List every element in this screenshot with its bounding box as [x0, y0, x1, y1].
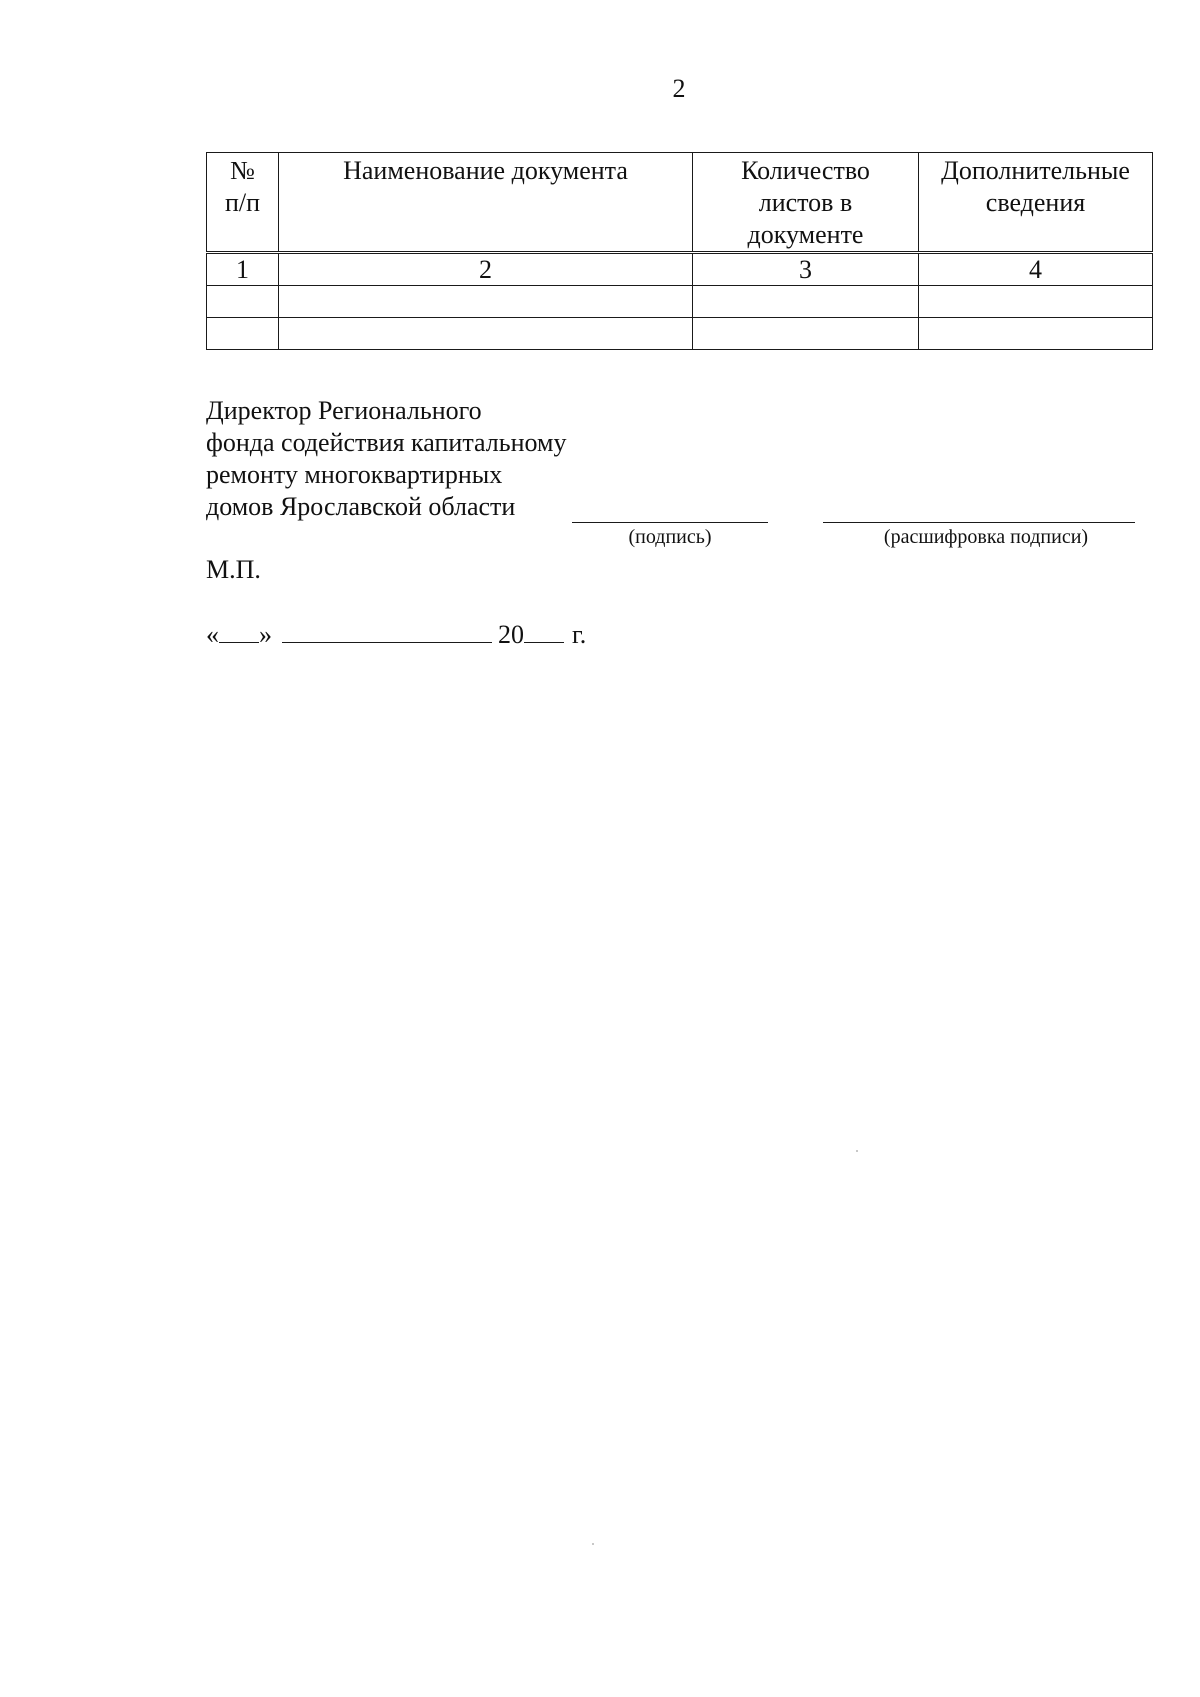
header-number — [207, 153, 279, 253]
scan-speck — [592, 1543, 594, 1545]
column-number-cell: 1 — [207, 253, 279, 286]
signature-decoding-caption: (расшифровка подписи) — [883, 526, 1089, 548]
date-open-quote: « — [206, 620, 219, 649]
page-number: 2 — [672, 74, 686, 103]
header-additional-info-line1: Дополнительные — [941, 156, 1130, 185]
director-title-block — [206, 395, 566, 523]
header-additional-info-line2: сведения — [985, 188, 1086, 217]
table-cell[interactable] — [919, 286, 1153, 318]
table-cell[interactable] — [693, 286, 919, 318]
table-row — [207, 318, 1153, 350]
director-title-line: домов Ярославской области — [206, 492, 516, 521]
signature-field[interactable] — [572, 522, 768, 523]
director-title-line: Директор Регионального — [206, 396, 482, 425]
signature-decoding-field[interactable] — [823, 522, 1135, 523]
director-title-line: ремонту многоквартирных — [206, 460, 503, 489]
stamp-placeholder-label: М.П. — [206, 555, 261, 584]
scan-speck — [856, 1150, 858, 1152]
header-sheet-count-line1: Количество — [741, 156, 870, 185]
header-sheet-count — [693, 153, 919, 253]
table-cell[interactable] — [919, 318, 1153, 350]
documents-table — [206, 152, 1153, 350]
column-numbering-row — [207, 253, 1153, 286]
table-header-row — [207, 153, 1153, 253]
column-number-cell: 3 — [693, 253, 919, 286]
date-line — [206, 618, 586, 652]
header-sheet-count-line3: документе — [747, 220, 864, 249]
date-close-quote: » — [259, 620, 272, 649]
director-title-line: фонда содействия капитальному — [206, 428, 567, 457]
column-number-cell: 2 — [279, 253, 693, 286]
table-row — [207, 286, 1153, 318]
date-year-field[interactable] — [524, 620, 564, 643]
column-number-cell: 4 — [919, 253, 1153, 286]
table-cell[interactable] — [207, 318, 279, 350]
header-document-name — [279, 153, 693, 253]
signature-caption: (подпись) — [628, 526, 712, 548]
table-cell[interactable] — [279, 286, 693, 318]
table-cell[interactable] — [207, 286, 279, 318]
header-additional-info — [919, 153, 1153, 253]
date-day-field[interactable] — [219, 620, 259, 643]
header-number-line2: п/п — [224, 188, 261, 217]
header-sheet-count-line2: листов в — [758, 188, 853, 217]
date-month-field[interactable] — [282, 620, 492, 643]
table-cell[interactable] — [279, 318, 693, 350]
header-document-name-text: Наименование документа — [343, 156, 628, 185]
date-century: 20 — [498, 620, 524, 649]
header-number-line1: № — [230, 156, 255, 185]
table-cell[interactable] — [693, 318, 919, 350]
date-year-suffix: г. — [572, 620, 587, 649]
